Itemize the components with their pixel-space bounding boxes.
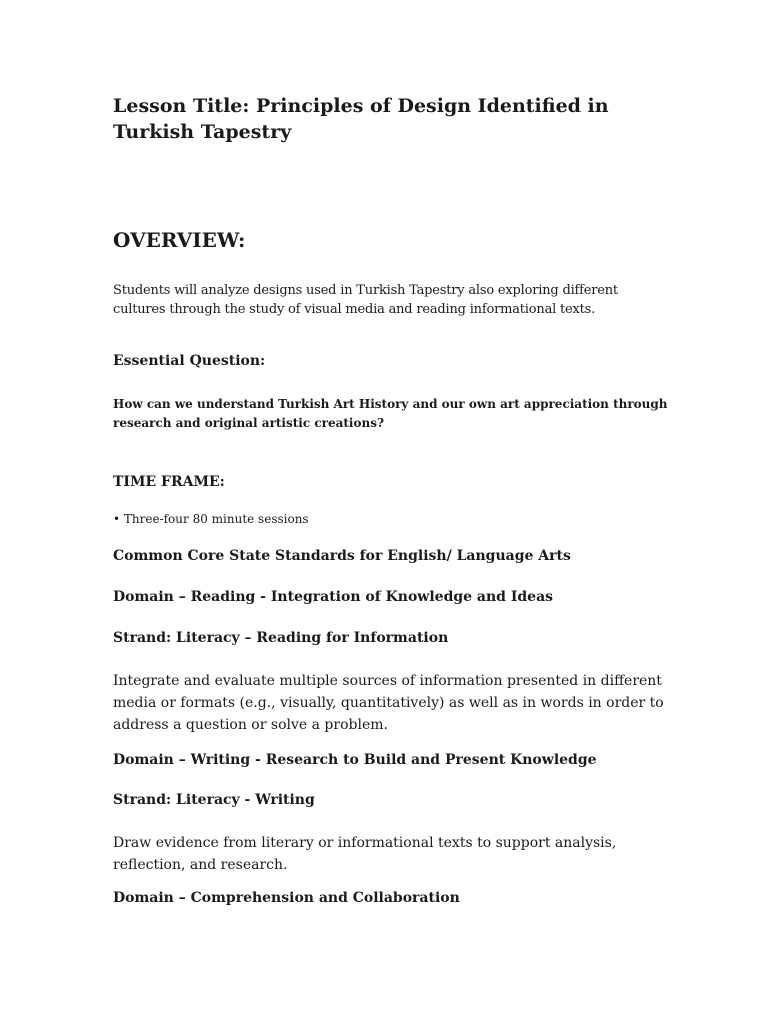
lesson-title: Lesson Title: Principles of Design Identified in Turkish Tapestry (113, 95, 609, 143)
strand-reading-heading: Strand: Literacy – Reading for Information (113, 630, 449, 646)
domain-reading-heading: Domain – Reading - Integration of Knowledge and Ideas (113, 589, 554, 605)
domain-writing-heading: Domain – Writing - Research to Build and Present Knowledge (113, 752, 597, 768)
time-frame-item: • Three-four 80 minute sessions (113, 512, 309, 526)
reading-standard-text: Integrate and evaluate multiple sources of information presented in different media or formats (e.g., visually, quantitatively) as well as in words in order to address a question or solve a problem. (113, 673, 664, 733)
essential-question-text: How can we understand Turkish Art History and our own art appreciation through research and original artistic creations? (113, 397, 668, 430)
strand-writing-heading: Strand: Literacy - Writing (113, 792, 315, 808)
overview-heading: OVERVIEW: (113, 228, 246, 252)
standards-heading: Common Core State Standards for English/ Language Arts (113, 548, 571, 564)
essential-question-heading: Essential Question: (113, 353, 266, 369)
writing-standard-text: Draw evidence from literary or informational texts to support analysis, reflection, and research. (113, 835, 617, 873)
time-frame-heading: TIME FRAME: (113, 474, 225, 490)
overview-text: Students will analyze designs used in Turkish Tapestry also exploring different cultures through the study of visual media and reading informational texts. (113, 283, 618, 317)
domain-comprehension-heading: Domain – Comprehension and Collaboration (113, 890, 460, 906)
